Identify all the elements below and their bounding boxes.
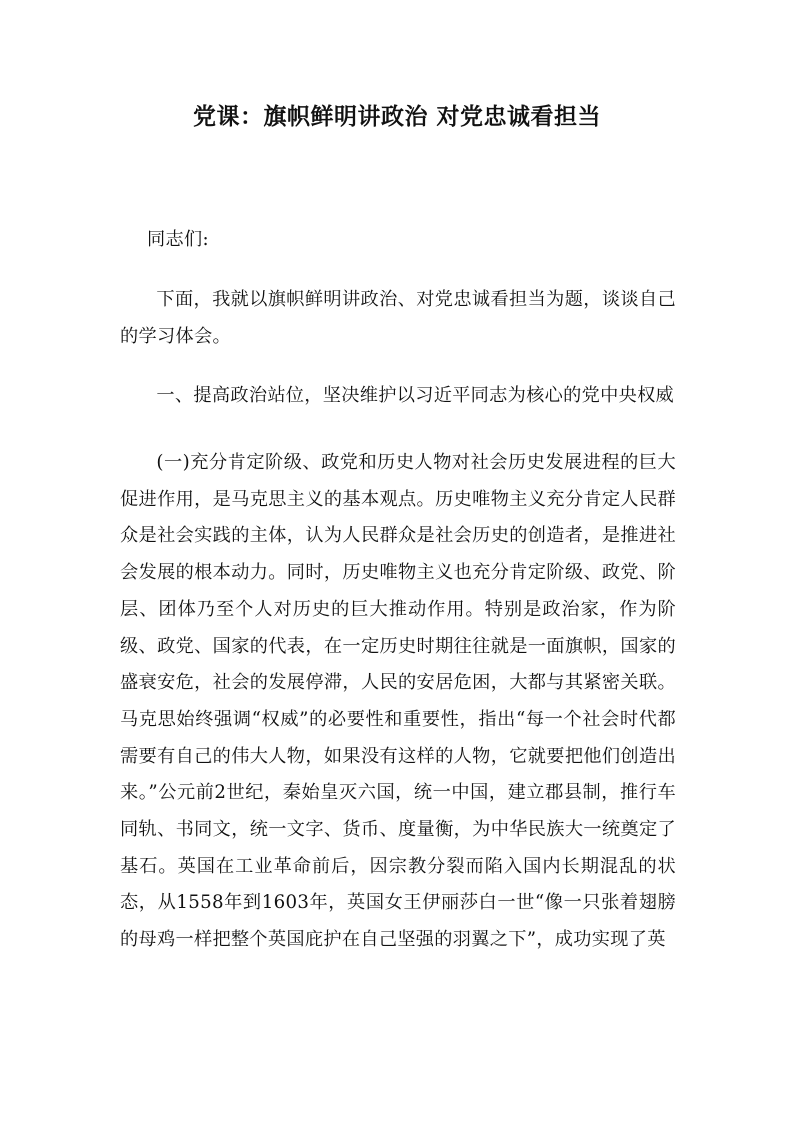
page-title: 党课：旗帜鲜明讲政治 对党忠诚看担当 [192,104,601,130]
paragraph-body: (一)充分肯定阶级、政党和历史人物对社会历史发展进程的巨大促进作用，是马克思主义的基本观点。历史唯物主义充分肯定人民群众是社会实践的主体，认为人民群众是社会历史的创造者，是推进社会发展的根本动力。同时，历史唯物主义也充分肯定阶级、政党、阶层、团体乃至个人对历史的巨大推动作用。特别是政治家，作为阶级、政党、国家的代表，在一定历史时期往往就是一面旗帜，国家的盛衰安危，社会的发展停滞，人民的安居危困，大都与其紧密关联。马克思始终强调“权威”的必要性和重要性，指出“每一个社会时代都需要有自己的伟大人物，如果没有这样的人物，它就要把他们创造出来。”公元前2世纪，秦始皇灭六国，统一中国，建立郡县制，推行车同轨、书同文，统一文字、货币、度量衡，为中华民族大一统奠定了基石。英国在工业革命前后，因宗教分裂而陷入国内长期混乱的状态，从1558年到1603年，英国女王伊丽莎白一世“像一只张着翅膀的母鸡一样把整个英国庇护在自己坚强的羽翼之下”，成功实现了英 [120,452,676,951]
paragraph-intro: 下面，我就以旗帜鲜明讲政治、对党忠诚看担当为题，谈谈自己的学习体会。 [120,289,676,347]
salutation: 同志们: [147,229,209,250]
section-heading-one: 一、提高政治站位，坚决维护以习近平同志为核心的党中央权威 [156,385,675,406]
